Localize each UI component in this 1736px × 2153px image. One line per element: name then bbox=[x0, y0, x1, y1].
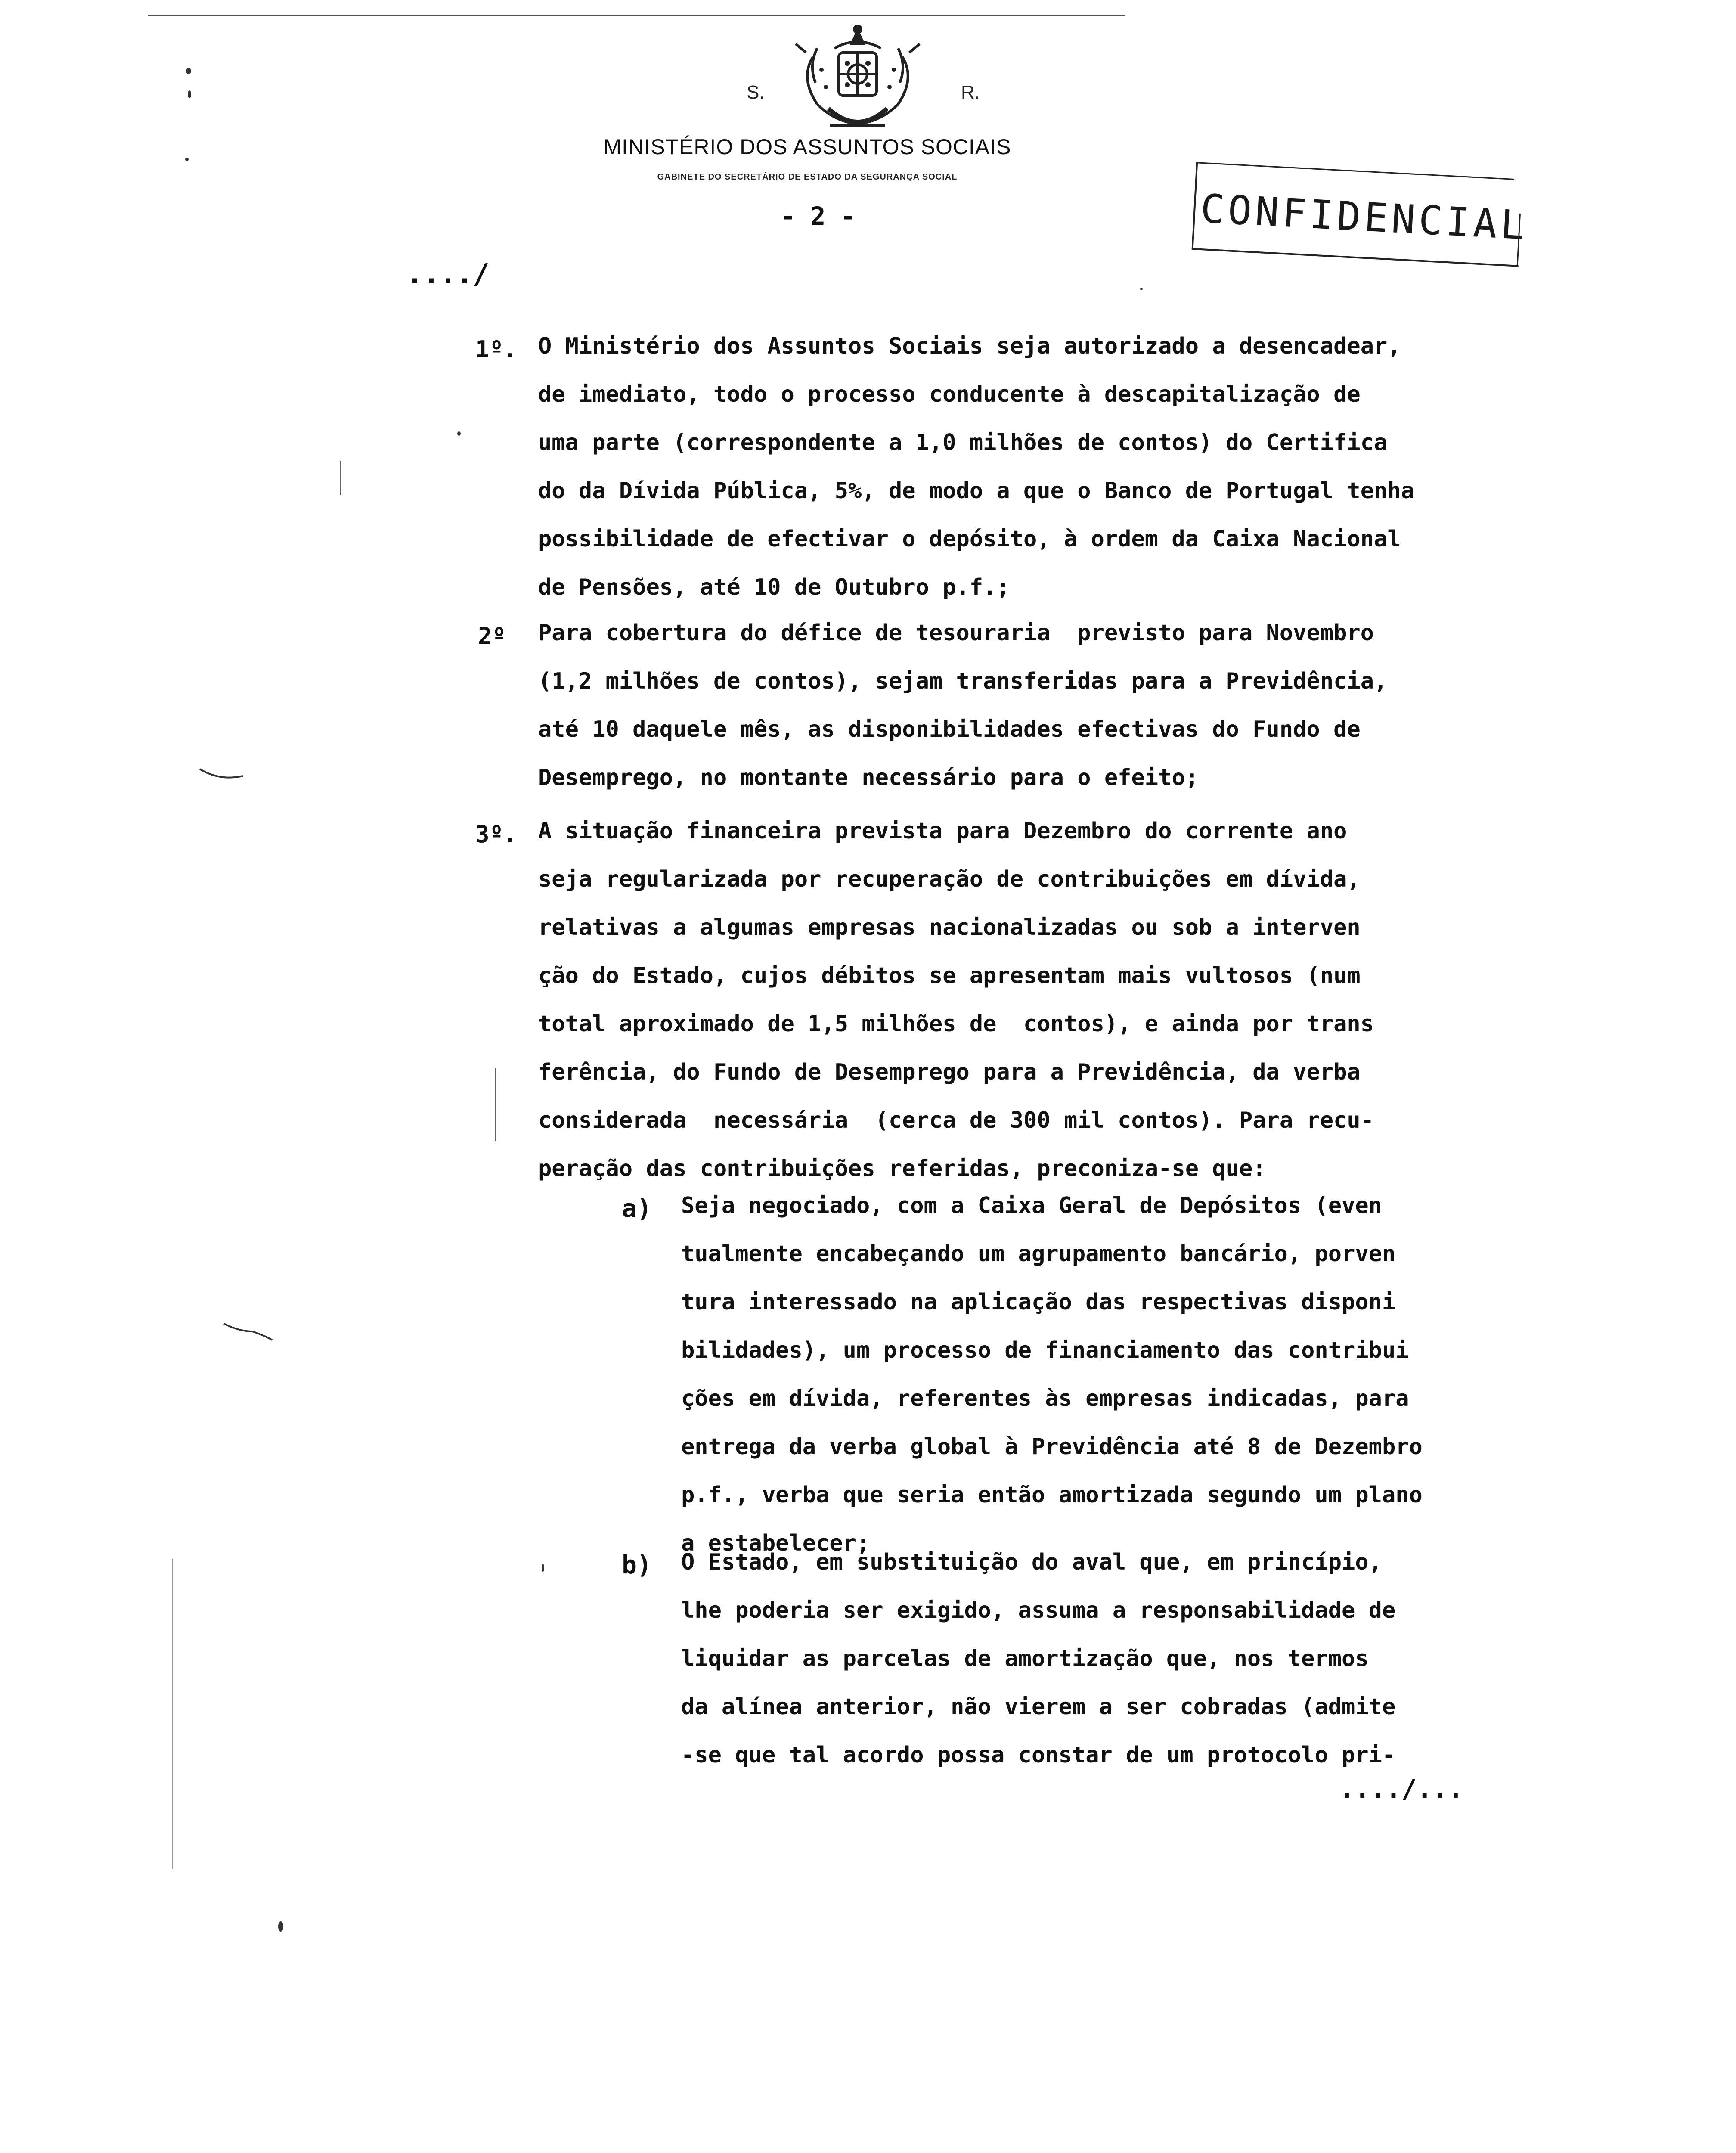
item-3-line: peração das contribuições referidas, preconiza-se que: bbox=[538, 1156, 1266, 1182]
item-1-paragraph bbox=[538, 322, 1414, 611]
item-2-line: Desemprego, no montante necessário para o efeito; bbox=[538, 765, 1199, 791]
subitem-b-line: lhe poderia ser exigido, assuma a responsabilidade de bbox=[681, 1598, 1396, 1623]
item-1-label: 1º. bbox=[475, 336, 518, 363]
subitem-b-paragraph bbox=[681, 1538, 1395, 1779]
subitem-a-label: a) bbox=[622, 1194, 652, 1223]
item-1-line: uma parte (correspondente a 1,0 milhões de contos) do Certifica bbox=[538, 430, 1388, 456]
continuation-mark: ..../ bbox=[406, 258, 490, 290]
item-2-line: Para cobertura do défice de tesouraria previsto para Novembro bbox=[538, 620, 1374, 646]
item-1-line: possibilidade de efectivar o depósito, à ordem da Caixa Nacional bbox=[538, 526, 1401, 552]
cabinet-name: GABINETE DO SECRETÁRIO DE ESTADO DA SEGURANÇA SOCIAL bbox=[657, 172, 958, 182]
item-2-label: 2º bbox=[478, 623, 506, 650]
item-2-line: (1,2 milhões de contos), sejam transferidas para a Previdência, bbox=[538, 668, 1388, 694]
subitem-a-line: entrega da verba global à Previdência até 8 de Dezembro bbox=[681, 1434, 1423, 1460]
item-3-line: A situação financeira prevista para Dezembro do corrente ano bbox=[538, 818, 1347, 844]
subitem-a-line: a estabelecer; bbox=[681, 1530, 870, 1556]
subitem-a-line: bilidades), um processo de financiamento das contribui bbox=[681, 1337, 1409, 1363]
item-3-line: ção do Estado, cujos débitos se apresentam mais vultosos (num bbox=[538, 963, 1361, 989]
header-letter-right: R. bbox=[961, 82, 980, 103]
top-rule bbox=[148, 15, 1125, 16]
item-3-paragraph bbox=[538, 807, 1374, 1193]
subitem-b-line: -se que tal acordo possa constar de um protocolo pri- bbox=[681, 1742, 1396, 1768]
margin-line bbox=[495, 1068, 496, 1141]
item-1-line: do da Dívida Pública, 5%, de modo a que o Banco de Portugal tenha bbox=[538, 478, 1414, 504]
item-1-line: O Ministério dos Assuntos Sociais seja autorizado a desencadear, bbox=[538, 333, 1401, 359]
scan-speck bbox=[188, 90, 191, 98]
margin-line bbox=[340, 461, 341, 495]
item-3-line: considerada necessária (cerca de 300 mil contos). Para recu- bbox=[538, 1108, 1374, 1133]
margin-mark bbox=[198, 766, 245, 784]
item-1-line: de imediato, todo o processo conducente à descapitalização de bbox=[538, 382, 1361, 407]
subitem-a-line: p.f., verba que seria então amortizada segundo um plano bbox=[681, 1482, 1423, 1508]
item-3-line: seja regularizada por recuperação de contribuições em dívida, bbox=[538, 866, 1361, 892]
coat-of-arms-icon bbox=[787, 22, 928, 138]
scan-speck bbox=[186, 68, 191, 74]
item-3-line: relativas a algumas empresas nacionalizadas ou sob a interven bbox=[538, 915, 1361, 940]
page-number: - 2 - bbox=[780, 202, 856, 231]
margin-line bbox=[172, 1559, 173, 1869]
scan-speck bbox=[185, 158, 189, 161]
scan-speck bbox=[542, 1564, 544, 1572]
footer-continuation-mark: ..../... bbox=[1339, 1774, 1463, 1804]
item-2-line: até 10 daquele mês, as disponibilidades efectivas do Fundo de bbox=[538, 717, 1361, 742]
subitem-a-line: Seja negociado, com a Caixa Geral de Depósitos (even bbox=[681, 1193, 1382, 1219]
item-2-paragraph bbox=[538, 609, 1387, 802]
subitem-a-line: tura interessado na aplicação das respectivas disponi bbox=[681, 1289, 1396, 1315]
subitem-b-label: b) bbox=[622, 1550, 652, 1579]
margin-mark bbox=[222, 1321, 274, 1343]
subitem-a-line: ções em dívida, referentes às empresas indicadas, para bbox=[681, 1386, 1409, 1412]
item-3-line: ferência, do Fundo de Desemprego para a Previdência, da verba bbox=[538, 1059, 1361, 1085]
scan-speck bbox=[278, 1921, 283, 1932]
item-3-label: 3º. bbox=[475, 821, 518, 848]
confidential-stamp bbox=[1187, 162, 1528, 273]
header-letter-left: S. bbox=[747, 82, 765, 103]
subitem-b-line: da alínea anterior, não vierem a ser cobradas (admite bbox=[681, 1694, 1396, 1720]
item-1-line: de Pensões, até 10 de Outubro p.f.; bbox=[538, 574, 1010, 600]
subitem-b-line: O Estado, em substituição do aval que, em princípio, bbox=[681, 1549, 1382, 1575]
subitem-a-paragraph bbox=[681, 1182, 1423, 1567]
ministry-name: MINISTÉRIO DOS ASSUNTOS SOCIAIS bbox=[603, 135, 1011, 159]
scan-speck bbox=[457, 431, 461, 436]
item-3-line: total aproximado de 1,5 milhões de contos), e ainda por trans bbox=[538, 1011, 1374, 1037]
stamp-text: CONFIDENCIAL bbox=[1199, 185, 1529, 249]
scan-speck bbox=[1140, 288, 1143, 290]
subitem-b-line: liquidar as parcelas de amortização que, nos termos bbox=[681, 1646, 1369, 1672]
subitem-a-line: tualmente encabeçando um agrupamento bancário, porven bbox=[681, 1241, 1396, 1267]
